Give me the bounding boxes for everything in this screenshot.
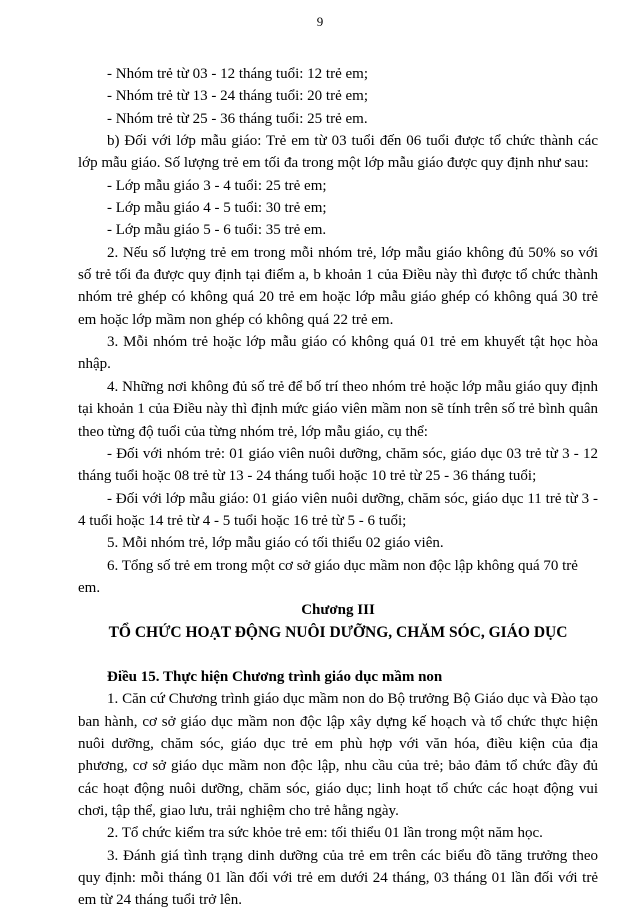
list-item-class-5-6: - Lớp mẫu giáo 5 - 6 tuổi: 35 trẻ em. (107, 222, 327, 239)
chapter-title: Chương III (301, 602, 375, 619)
chapter-heading (78, 599, 598, 644)
paragraph-clause-4: 4. Những nơi không đủ số trẻ để bố trí theo nhóm trẻ hoặc lớp mẫu giáo quy định tại khoản 1 của Điều này thì định mức giáo viên mầm non sẽ tính trên số trẻ bình quân theo từng độ tuổi của từng nhóm trẻ, lớp mẫu giáo, cụ thể: (78, 378, 598, 440)
list-item-infant-teacher-ratio: - Đối với nhóm trẻ: 01 giáo viên nuôi dưỡng, chăm sóc, giáo dục 03 trẻ từ 3 - 12 tháng tuổi hoặc 08 trẻ từ 13 - 24 tháng tuổi hoặc 10 trẻ từ 25 - 36 tháng tuổi; (78, 445, 598, 485)
paragraph-clause-2: 2. Nếu số lượng trẻ em trong mỗi nhóm trẻ, lớp mẫu giáo không đủ 50% so với số trẻ tối đa được quy định tại điểm a, b khoản 1 của Điều này thì được tổ chức thành nhóm trẻ ghép có không quá 20 trẻ em hoặc lớp mẫu giáo ghép có không quá 30 trẻ em hoặc lớp mầm non ghép có không quá 22 trẻ em. (78, 244, 598, 328)
article-heading: Điều 15. Thực hiện Chương trình giáo dục mầm non (107, 668, 443, 685)
list-item-infant-group-1: - Nhóm trẻ từ 03 - 12 tháng tuổi: 12 trẻ em; (107, 66, 368, 82)
paragraph-kindergarten-class: b) Đối với lớp mẫu giáo: Trẻ em từ 03 tuổi đến 06 tuổi được tổ chức thành các lớp mẫu giáo. Số lượng trẻ em tối đa trong một lớp mẫu giáo được quy định như sau: (78, 133, 598, 172)
list-item-infant-group-2: - Nhóm trẻ từ 13 - 24 tháng tuổi: 20 trẻ em; (107, 88, 368, 105)
paragraph-clause-5: 5. Mỗi nhóm trẻ, lớp mẫu giáo có tối thiểu 02 giáo viên. (107, 535, 444, 552)
page-number: 9 (316, 14, 324, 29)
list-item-class-4-5: - Lớp mẫu giáo 4 - 5 tuổi: 30 trẻ em; (107, 200, 327, 217)
chapter-subtitle: TỔ CHỨC HOẠT ĐỘNG NUÔI DƯỠNG, CHĂM SÓC, GIÁO DỤC (108, 623, 568, 641)
list-item-class-3-4: - Lớp mẫu giáo 3 - 4 tuổi: 25 trẻ em; (107, 177, 327, 194)
article-paragraph-3: 3. Đánh giá tình trạng dinh dưỡng của trẻ em trên các biểu đồ tăng trưởng theo quy định: mỗi tháng 01 lần đối với trẻ em dưới 24 tháng, 03 tháng 01 lần đối với trẻ em từ 24 tháng tuổi trở lên. (78, 847, 598, 909)
list-item-kindergarten-teacher-ratio: - Đối với lớp mẫu giáo: 01 giáo viên nuôi dưỡng, chăm sóc, giáo dục 11 trẻ từ 3 - 4 tuổi hoặc 14 trẻ từ 4 - 5 tuổi hoặc 16 trẻ từ 5 - 6 tuổi; (78, 490, 598, 529)
document-body (78, 63, 598, 912)
article-paragraph-1: 1. Căn cứ Chương trình giáo dục mầm non do Bộ trưởng Bộ Giáo dục và Đào tạo ban hành, cơ sở giáo dục mầm non độc lập xây dựng kế hoạch và tổ chức thực hiện nuôi dưỡng, chăm sóc, giáo dục trẻ em phù hợp với văn hóa, điều kiện của địa phương, cơ sở giáo dục mầm non độc lập, nhu cầu của trẻ; bảo đảm tổ chức đầy đủ các hoạt động nuôi dưỡng, chăm sóc, giáo dục; linh hoạt tổ chức các hoạt động vui chơi, tập thể, giao lưu, trải nghiệm cho trẻ hằng ngày. (78, 691, 598, 819)
list-item-infant-group-3: - Nhóm trẻ từ 25 - 36 tháng tuổi: 25 trẻ em. (107, 110, 368, 127)
article-paragraph-2: 2. Tổ chức kiểm tra sức khỏe trẻ em: tối thiểu 01 lần trong một năm học. (107, 825, 543, 842)
paragraph-clause-3: 3. Mỗi nhóm trẻ hoặc lớp mẫu giáo có không quá 01 trẻ em khuyết tật học hòa nhập. (78, 334, 598, 373)
paragraph-clause-6: 6. Tổng số trẻ em trong một cơ sở giáo dục mầm non độc lập không quá 70 trẻ em. (78, 557, 578, 596)
